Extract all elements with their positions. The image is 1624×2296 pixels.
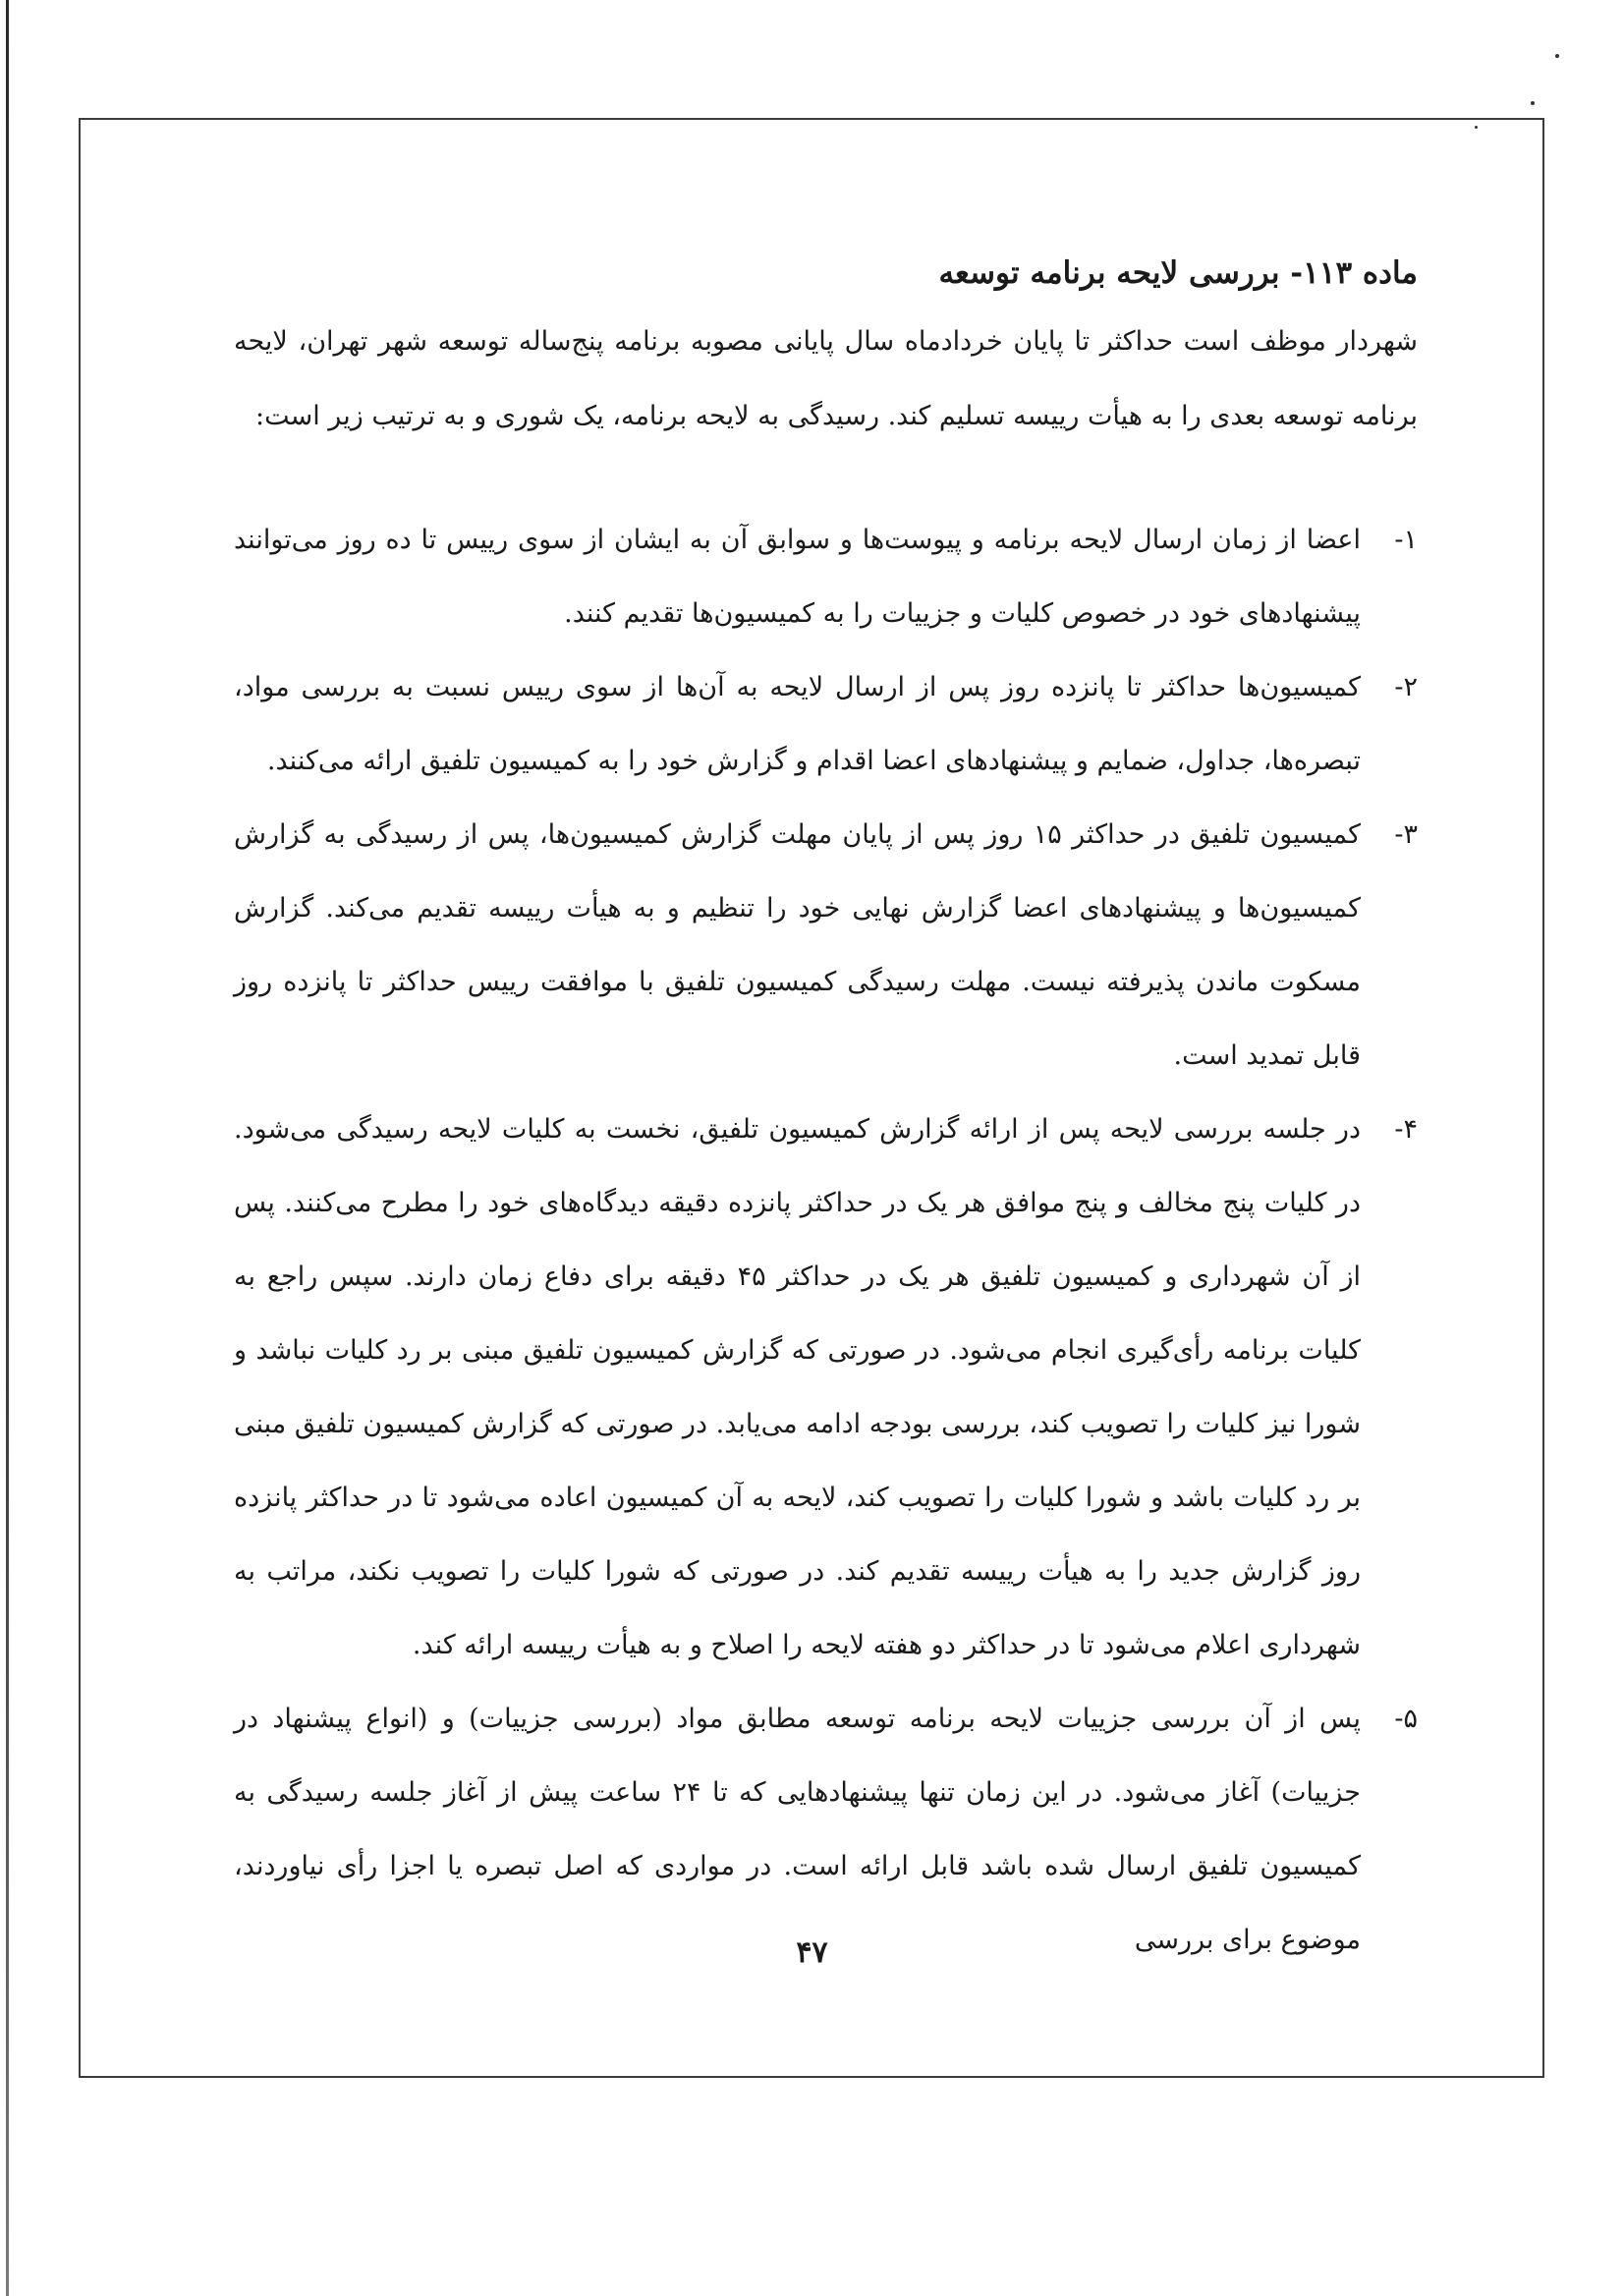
list-item-number: ۴- (1394, 1114, 1418, 1145)
list-item-number: ۲- (1394, 672, 1418, 702)
list-item (234, 798, 1418, 1092)
list-item (234, 1682, 1418, 1977)
list-item-text: پس از آن بررسی جزییات لایحه برنامه توسعه مطابق مواد (بررسی جزییات) و (انواع پیشنهاد در جزییات) آغاز می‌شود. در این زمان تنها پیشنهادهایی که تا ۲۴ ساعت پیش از آغاز جلسه رسیدگی به کمیسیون تلفیق ارسال شده باشد قابل ارائه است. در مواردی که اصل تبصره یا اجزا رأی نیاوردند، موضوع برای بررسی (234, 1704, 1361, 1955)
list-item-text: کمیسیون تلفیق در حداکثر ۱۵ روز پس از پایان مهلت گزارش کمیسیون‌ها، پس از رسیدگی به گزارش کمیسیون‌ها و پیشنهادهای اعضا گزارش نهایی خود را تنظیم و به هیأت رییسه تقدیم می‌کند. گزارش مسکوت ماندن پذیرفته نیست. مهلت رسیدگی کمیسیون تلفیق با موافقت رییس حداکثر تا پانزده روز قابل تمدید است. (234, 819, 1361, 1071)
article-heading: ماده ۱۱۳- بررسی لایحه برنامه توسعه (938, 255, 1418, 291)
list-item (234, 650, 1418, 798)
scan-speck (1531, 101, 1535, 105)
list-item-number: ۵- (1394, 1704, 1418, 1734)
list-item (234, 1092, 1418, 1682)
page-number: ۴۷ (796, 1935, 828, 1970)
list-item-text: کمیسیون‌ها حداکثر تا پانزده روز پس از ارسال لایحه به آن‌ها از سوی رییس نسبت به بررسی مواد، تبصره‌ها، جداول، ضمایم و پیشنهادهای اعضا اقدام و گزارش خود را به کمیسیون تلفیق ارائه می‌کنند. (234, 672, 1361, 776)
scan-speck (1555, 54, 1559, 58)
list-item-number: ۱- (1394, 525, 1418, 555)
list-item-text: اعضا از زمان ارسال لایحه برنامه و پیوست‌ها و سوابق آن به ایشان از سوی رییس تا ده روز می‌توانند پیشنهادهای خود در خصوص کلیات و جزییات را به کمیسیون‌ها تقدیم کنند. (234, 525, 1361, 629)
document-body (234, 246, 1418, 1977)
intro-paragraph: شهردار موظف است حداکثر تا پایان خردادماه سال پایانی مصوبه برنامه پنج‌ساله توسعه شهر تهران، لایحه برنامه توسعه بعدی را به هیأت رییسه تسلیم کند. رسیدگی به لایحه برنامه، یک شوری و به ترتیب زیر است: (234, 326, 1418, 431)
list-item-text: در جلسه بررسی لایحه پس از ارائه گزارش کمیسیون تلفیق، نخست به کلیات لایحه رسیدگی می‌شود. در کلیات پنج مخالف و پنج موافق هر یک در حداکثر پانزده دقیقه دیدگاه‌های خود را مطرح می‌کنند. پس از آن شهرداری و کمیسیون تلفیق هر یک در حداکثر ۴۵ دقیقه برای دفاع زمان دارند. سپس راجع به کلیات برنامه رأی‌گیری انجام می‌شود. در صورتی که گزارش کمیسیون تلفیق مبنی بر رد کلیات نباشد و شورا نیز کلیات را تصویب کند، بررسی بودجه ادامه می‌یابد. در صورتی که گزارش کمیسیون تلفیق مبنی بر رد کلیات باشد و شورا کلیات را تصویب کند، لایحه به آن کمیسیون اعاده می‌شود تا در حداکثر پانزده روز گزارش جدید را به هیأت رییسه تقدیم کند. در صورتی که شورا کلیات را تصویب نکند، مراتب به شهرداری اعلام می‌شود تا در حداکثر دو هفته لایحه را اصلاح و به هیأت رییسه ارائه کند. (234, 1114, 1362, 1660)
list-item-number: ۳- (1394, 819, 1418, 850)
list-item (234, 503, 1418, 650)
procedure-list (234, 503, 1418, 1977)
